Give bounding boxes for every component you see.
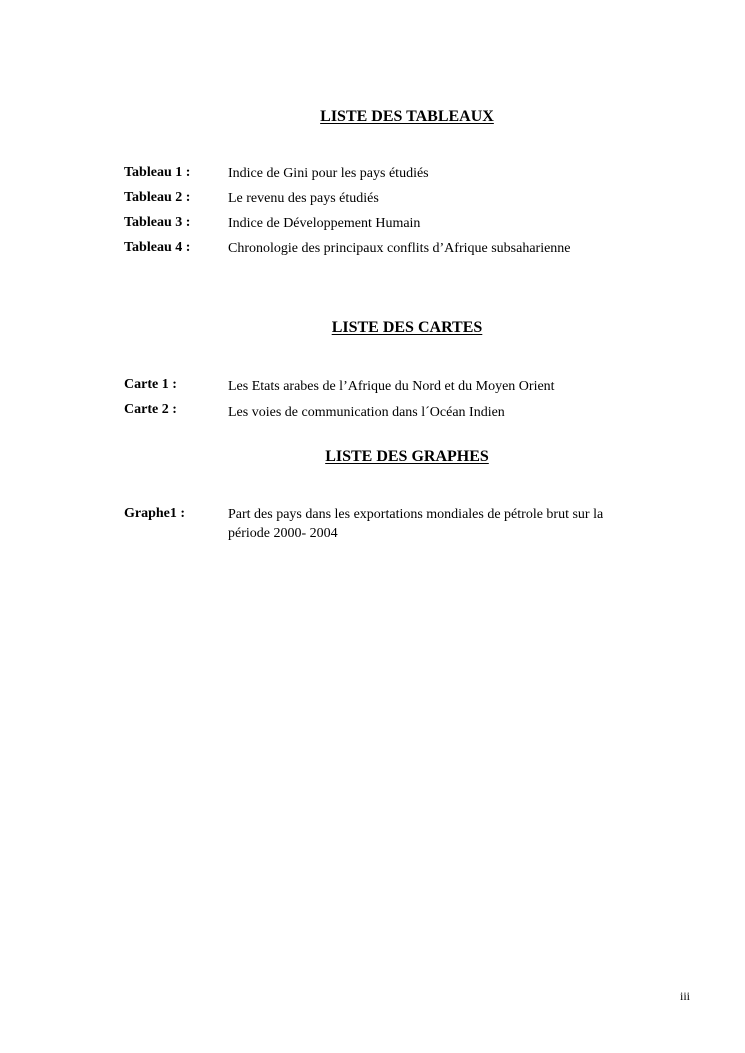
tableau-title: Le revenu des pays étudiés (228, 191, 379, 206)
graphe-label: Graphe1 : (124, 506, 186, 521)
heading-liste-des-tableaux: LISTE DES TABLEAUX (320, 108, 494, 125)
page-number: iii (680, 989, 691, 1003)
tableau-label: Tableau 1 : (124, 165, 191, 180)
carte-title: Les Etats arabes de l’Afrique du Nord et du Moyen Orient (228, 379, 555, 394)
tableau-label: Tableau 3 : (124, 215, 191, 230)
carte-label: Carte 1 : (124, 377, 177, 392)
tableau-title: Chronologie des principaux conflits d’Afrique subsaharienne (228, 241, 571, 256)
tableau-label: Tableau 4 : (124, 240, 191, 255)
heading-liste-des-cartes: LISTE DES CARTES (331, 319, 483, 336)
tableau-title: Indice de Gini pour les pays étudiés (228, 166, 429, 181)
tableau-title: Indice de Développement Humain (228, 216, 421, 231)
tableau-label: Tableau 2 : (124, 190, 191, 205)
heading-liste-des-graphes: LISTE DES GRAPHES (325, 448, 489, 465)
carte-label: Carte 2 : (124, 402, 177, 417)
graphe-title: Part des pays dans les exportations mondiales de pétrole brut sur la période 2000- 2004 (228, 507, 604, 541)
carte-title: Les voies de communication dans l´Océan Indien (228, 405, 505, 420)
